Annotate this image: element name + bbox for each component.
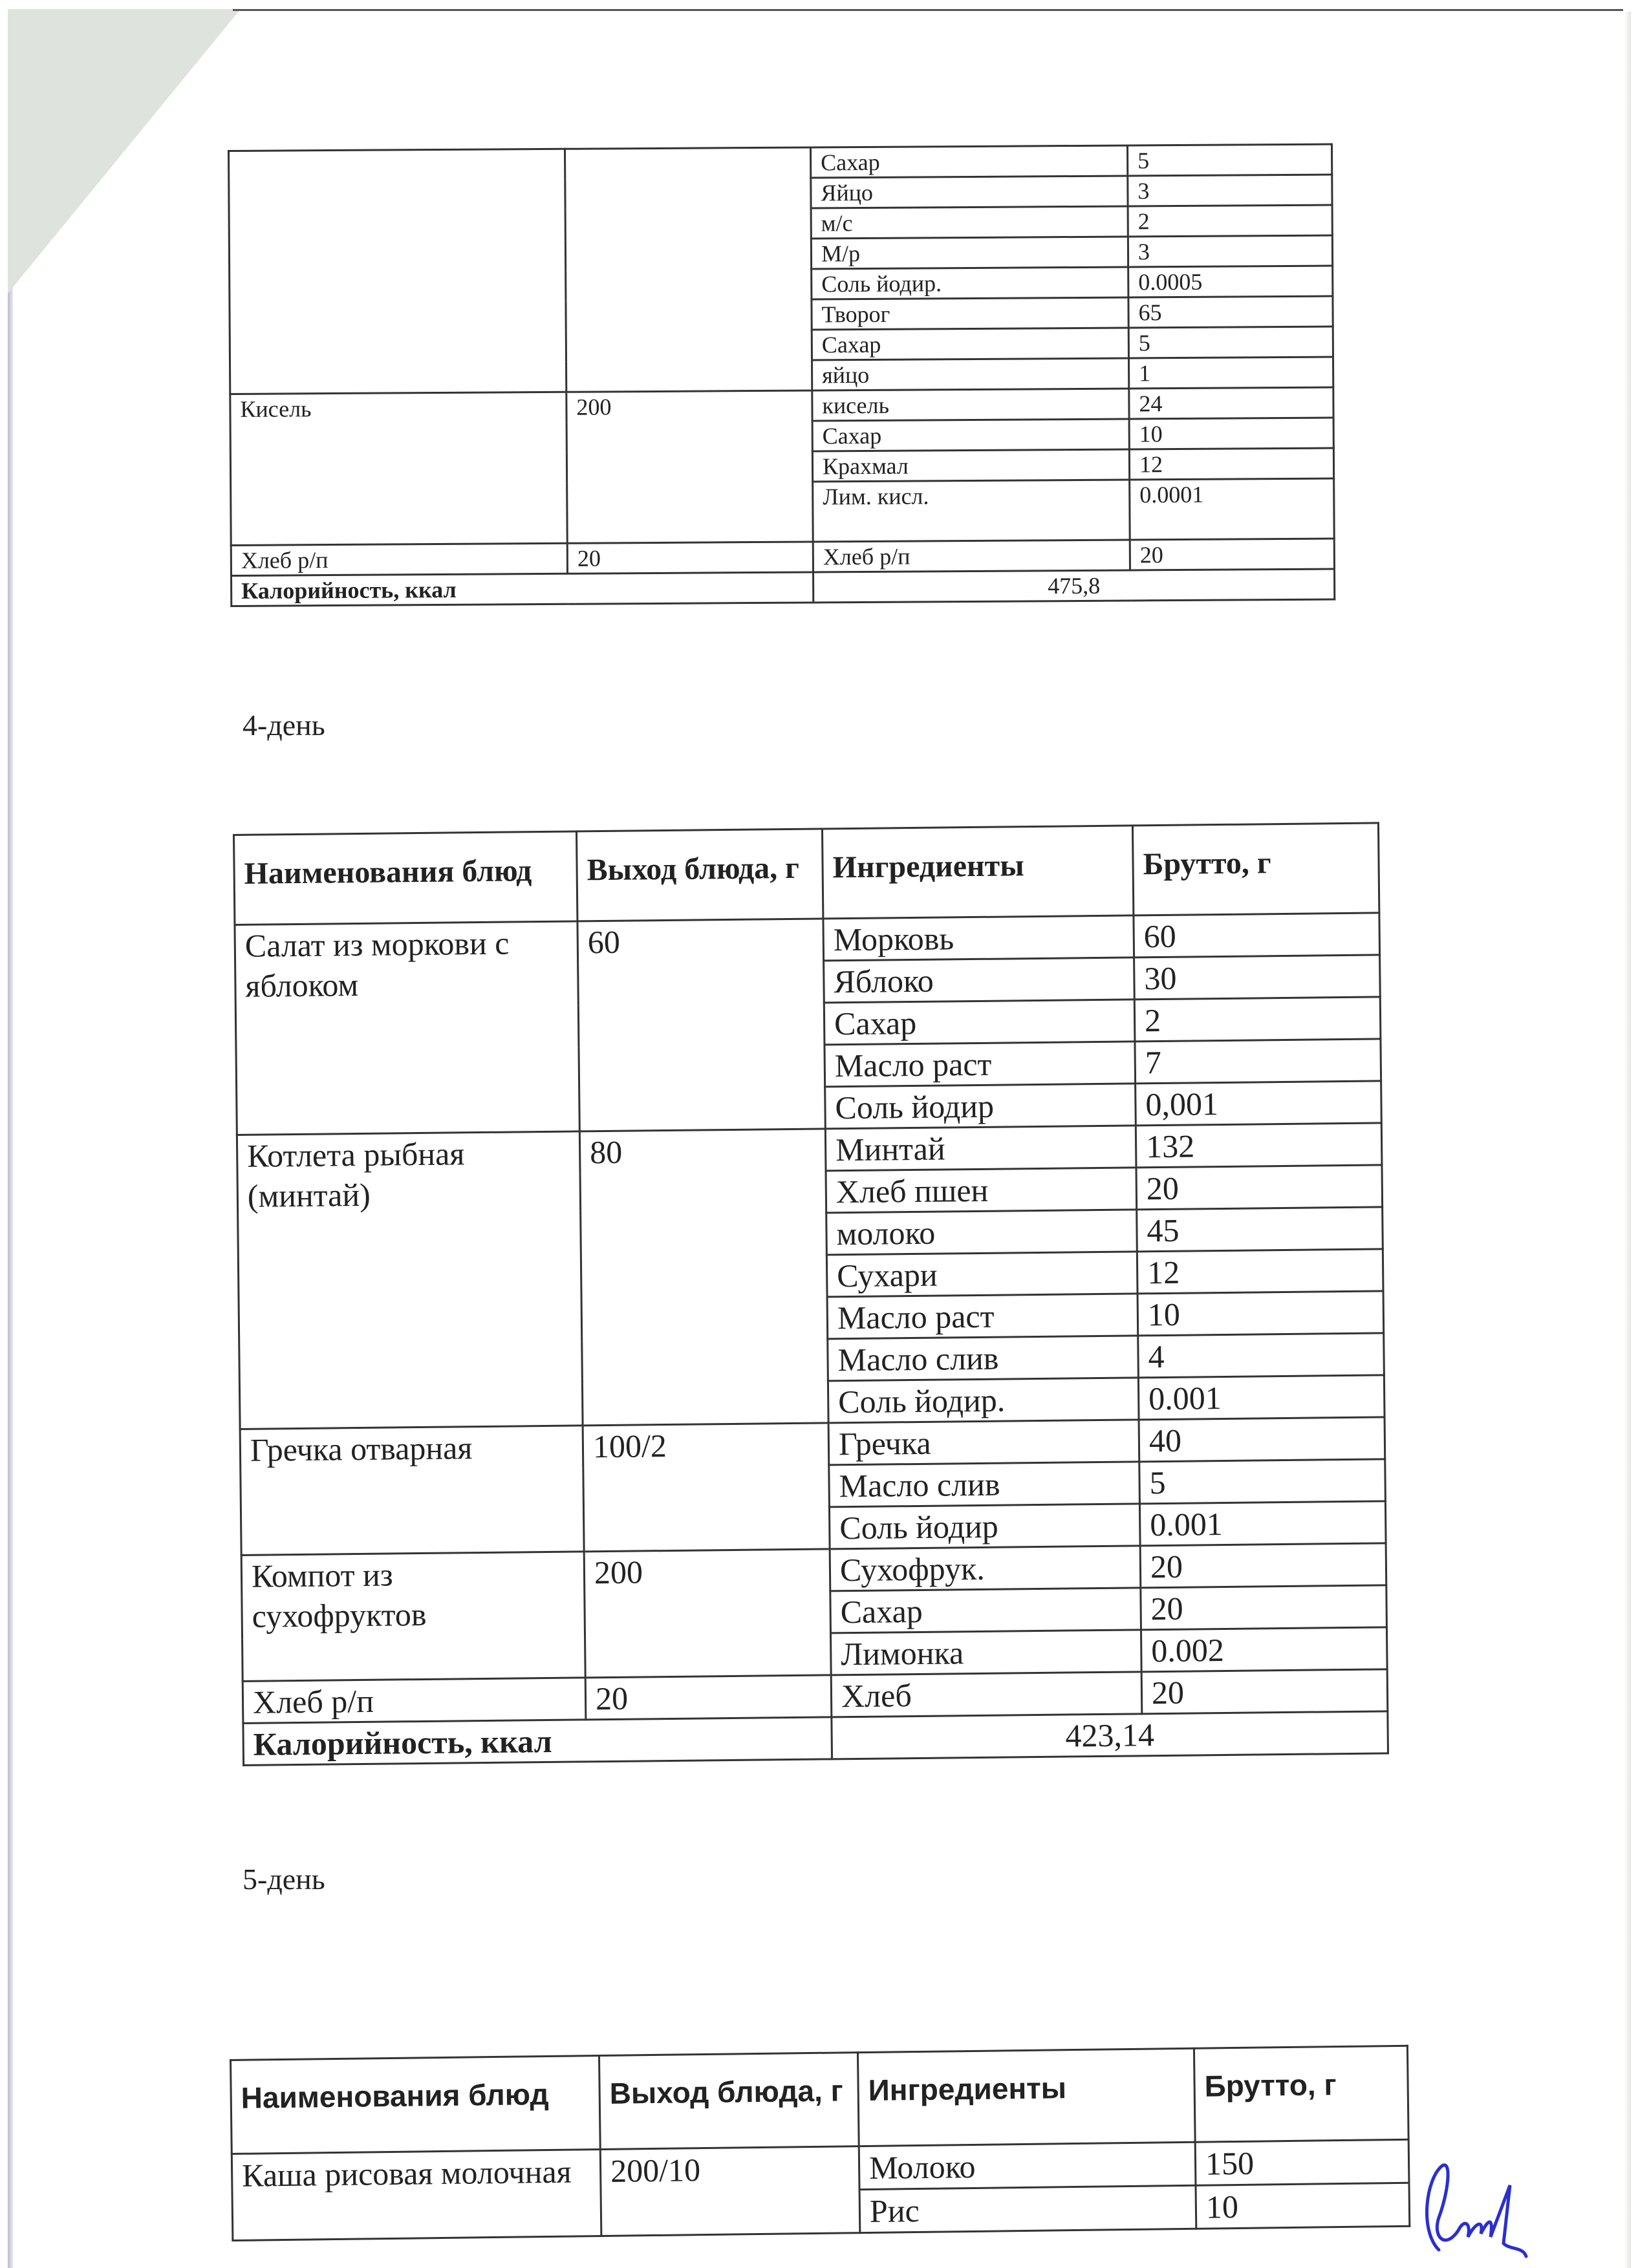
header-yield: Выход блюда, г <box>599 2053 859 2150</box>
ingredient-brutto-cell: 10 <box>1196 2183 1410 2229</box>
ingredient-name-cell: М/р <box>811 237 1128 269</box>
calorie-label: Калорийность, ккал <box>232 572 814 606</box>
ingredient-brutto-cell: 30 <box>1134 955 1381 1000</box>
ingredient-name-cell: Масло слив <box>828 1336 1139 1381</box>
header-brutto: Брутто, г <box>1194 2046 1408 2142</box>
folded-corner <box>8 9 241 294</box>
dish-name-cell: Каша рисовая молочная <box>232 2150 601 2241</box>
total-row <box>232 569 1335 606</box>
ingredient-brutto-cell: 20 <box>1141 1585 1387 1630</box>
ingredient-name-cell: Хлеб <box>831 1672 1142 1717</box>
ingredient-brutto-cell: 1 <box>1128 357 1333 389</box>
dish-yield-cell: 80 <box>579 1129 828 1426</box>
ingredient-name-cell: Яйцо <box>811 176 1128 208</box>
ingredient-brutto-cell: 40 <box>1139 1417 1385 1462</box>
ingredient-name-cell: Яблоко <box>824 957 1135 1003</box>
ingredient-name-cell: яйцо <box>812 358 1129 390</box>
dish-name-cell: Хлеб р/п <box>231 543 567 575</box>
calorie-value: 475,8 <box>814 569 1335 603</box>
dish-yield-cell <box>565 147 812 392</box>
ingredient-name-cell: Лимонка <box>830 1630 1141 1675</box>
dish-name-cell: Кисель <box>230 392 567 545</box>
day-4-label: 4-день <box>242 709 325 742</box>
menu-table-day-4 <box>233 822 1389 1766</box>
menu-table-day-5 <box>230 2045 1410 2241</box>
ingredient-brutto-cell: 0,001 <box>1136 1081 1382 1126</box>
ingredient-brutto-cell: 3 <box>1128 175 1332 206</box>
ingredient-brutto-cell: 0.0005 <box>1128 266 1333 297</box>
ingredient-brutto-cell: 2 <box>1128 205 1332 237</box>
ingredient-brutto-cell: 12 <box>1137 1249 1383 1294</box>
dish-name-cell: Гречка отварная <box>240 1426 584 1556</box>
ingredient-name-cell: Сахар <box>810 145 1127 178</box>
ingredient-brutto-cell: 65 <box>1128 296 1333 328</box>
ingredient-name-cell: Молоко <box>859 2142 1196 2189</box>
dish-name-cell <box>229 149 566 394</box>
ingredient-brutto-cell: 20 <box>1141 1669 1388 1714</box>
ingredient-brutto-cell: 12 <box>1129 448 1333 480</box>
signature-icon <box>1413 2153 1542 2263</box>
calorie-label: Калорийность, ккал <box>243 1717 832 1766</box>
ingredient-name-cell: Сахар <box>830 1588 1141 1633</box>
ingredient-name-cell: Хлеб р/п <box>813 540 1130 572</box>
ingredient-brutto-cell: 20 <box>1130 539 1334 570</box>
ingredient-brutto-cell: 4 <box>1138 1333 1385 1378</box>
dish-name-cell: Салат из моркови с яблоком <box>235 921 579 1135</box>
ingredient-brutto-cell: 10 <box>1129 418 1333 449</box>
ingredient-brutto-cell: 0.002 <box>1141 1627 1387 1672</box>
dish-yield-cell: 60 <box>577 919 825 1131</box>
dish-name-cell: Котлета рыбная (минтай) <box>237 1131 583 1429</box>
ingredient-brutto-cell: 60 <box>1134 913 1380 957</box>
ingredient-brutto-cell: 2 <box>1134 997 1381 1042</box>
ingredient-brutto-cell: 3 <box>1128 235 1332 267</box>
page-edge-top <box>233 9 1623 11</box>
dish-yield-cell: 100/2 <box>583 1423 830 1552</box>
dish-yield-cell: 20 <box>585 1675 832 1720</box>
header-yield: Выход блюда, г <box>576 829 823 921</box>
ingredient-brutto-cell: 7 <box>1135 1039 1381 1084</box>
day-5-label: 5-день <box>242 1863 325 1896</box>
ingredient-name-cell: Сахар <box>824 1000 1135 1045</box>
dish-yield-cell: 200 <box>566 390 813 543</box>
ingredient-brutto-cell: 132 <box>1136 1123 1382 1168</box>
ingredient-name-cell: Сухари <box>826 1252 1137 1297</box>
ingredient-name-cell: Хлеб пшен <box>826 1168 1137 1213</box>
ingredient-name-cell: м/с <box>811 206 1128 239</box>
ingredient-brutto-cell: 0.0001 <box>1130 478 1335 540</box>
ingredient-name-cell: Соль йодир. <box>828 1378 1139 1423</box>
ingredient-brutto-cell: 5 <box>1127 144 1331 176</box>
header-dish-name: Наименования блюд <box>234 831 577 925</box>
ingredient-name-cell: Гречка <box>828 1420 1139 1465</box>
table-header-row <box>231 2046 1409 2154</box>
dish-yield-cell: 20 <box>567 542 813 573</box>
dish-name-cell: Компот из сухофруктов <box>241 1552 585 1682</box>
ingredient-name-cell: Соль йодир. <box>812 267 1128 299</box>
ingredient-name-cell: Крахмал <box>812 449 1129 482</box>
ingredient-name-cell: кисель <box>812 389 1129 421</box>
ingredient-name-cell: Соль йодир <box>825 1084 1136 1129</box>
table-header-row <box>234 823 1379 925</box>
ingredient-name-cell: Масло раст <box>827 1294 1138 1339</box>
dish-yield-cell: 200 <box>584 1549 831 1678</box>
header-ingredients: Ингредиенты <box>857 2048 1195 2146</box>
dish-name-cell: Хлеб р/п <box>242 1678 586 1724</box>
ingredient-name-cell: Лим. кисл. <box>813 480 1130 542</box>
ingredient-name-cell: Соль йодир <box>829 1504 1140 1549</box>
ingredient-name-cell: Творог <box>812 297 1128 330</box>
header-brutto: Брутто, г <box>1132 823 1379 915</box>
ingredient-name-cell: Масло слив <box>829 1462 1140 1507</box>
ingredient-name-cell: Сухофрук. <box>830 1546 1141 1591</box>
dish-yield-cell: 200/10 <box>600 2146 860 2236</box>
header-ingredients: Ингредиенты <box>822 826 1133 919</box>
ingredient-name-cell: Минтай <box>825 1126 1136 1171</box>
ingredient-name-cell: молоко <box>826 1210 1137 1255</box>
page-edge-right <box>1624 12 1631 2268</box>
ingredient-name-cell: Масло раст <box>824 1042 1136 1087</box>
ingredient-brutto-cell: 0.001 <box>1138 1375 1385 1420</box>
ingredient-brutto-cell: 5 <box>1139 1459 1386 1504</box>
ingredient-brutto-cell: 150 <box>1195 2139 1409 2185</box>
ingredient-brutto-cell: 20 <box>1140 1543 1386 1588</box>
ingredient-name-cell: Морковь <box>823 915 1134 961</box>
ingredient-brutto-cell: 5 <box>1128 326 1333 358</box>
header-dish-name: Наименования блюд <box>231 2056 601 2154</box>
calorie-value: 423,14 <box>832 1711 1388 1759</box>
menu-table-previous-day <box>228 144 1335 607</box>
ingredient-name-cell: Сахар <box>812 328 1128 360</box>
ingredient-brutto-cell: 20 <box>1136 1165 1383 1210</box>
ingredient-brutto-cell: 0.001 <box>1139 1501 1386 1546</box>
ingredient-name-cell: Сахар <box>812 419 1129 451</box>
ingredient-name-cell: Рис <box>859 2185 1196 2232</box>
ingredient-brutto-cell: 45 <box>1137 1207 1383 1252</box>
ingredient-brutto-cell: 24 <box>1129 387 1333 419</box>
ingredient-brutto-cell: 10 <box>1137 1291 1384 1336</box>
page-edge-left <box>8 9 13 2268</box>
